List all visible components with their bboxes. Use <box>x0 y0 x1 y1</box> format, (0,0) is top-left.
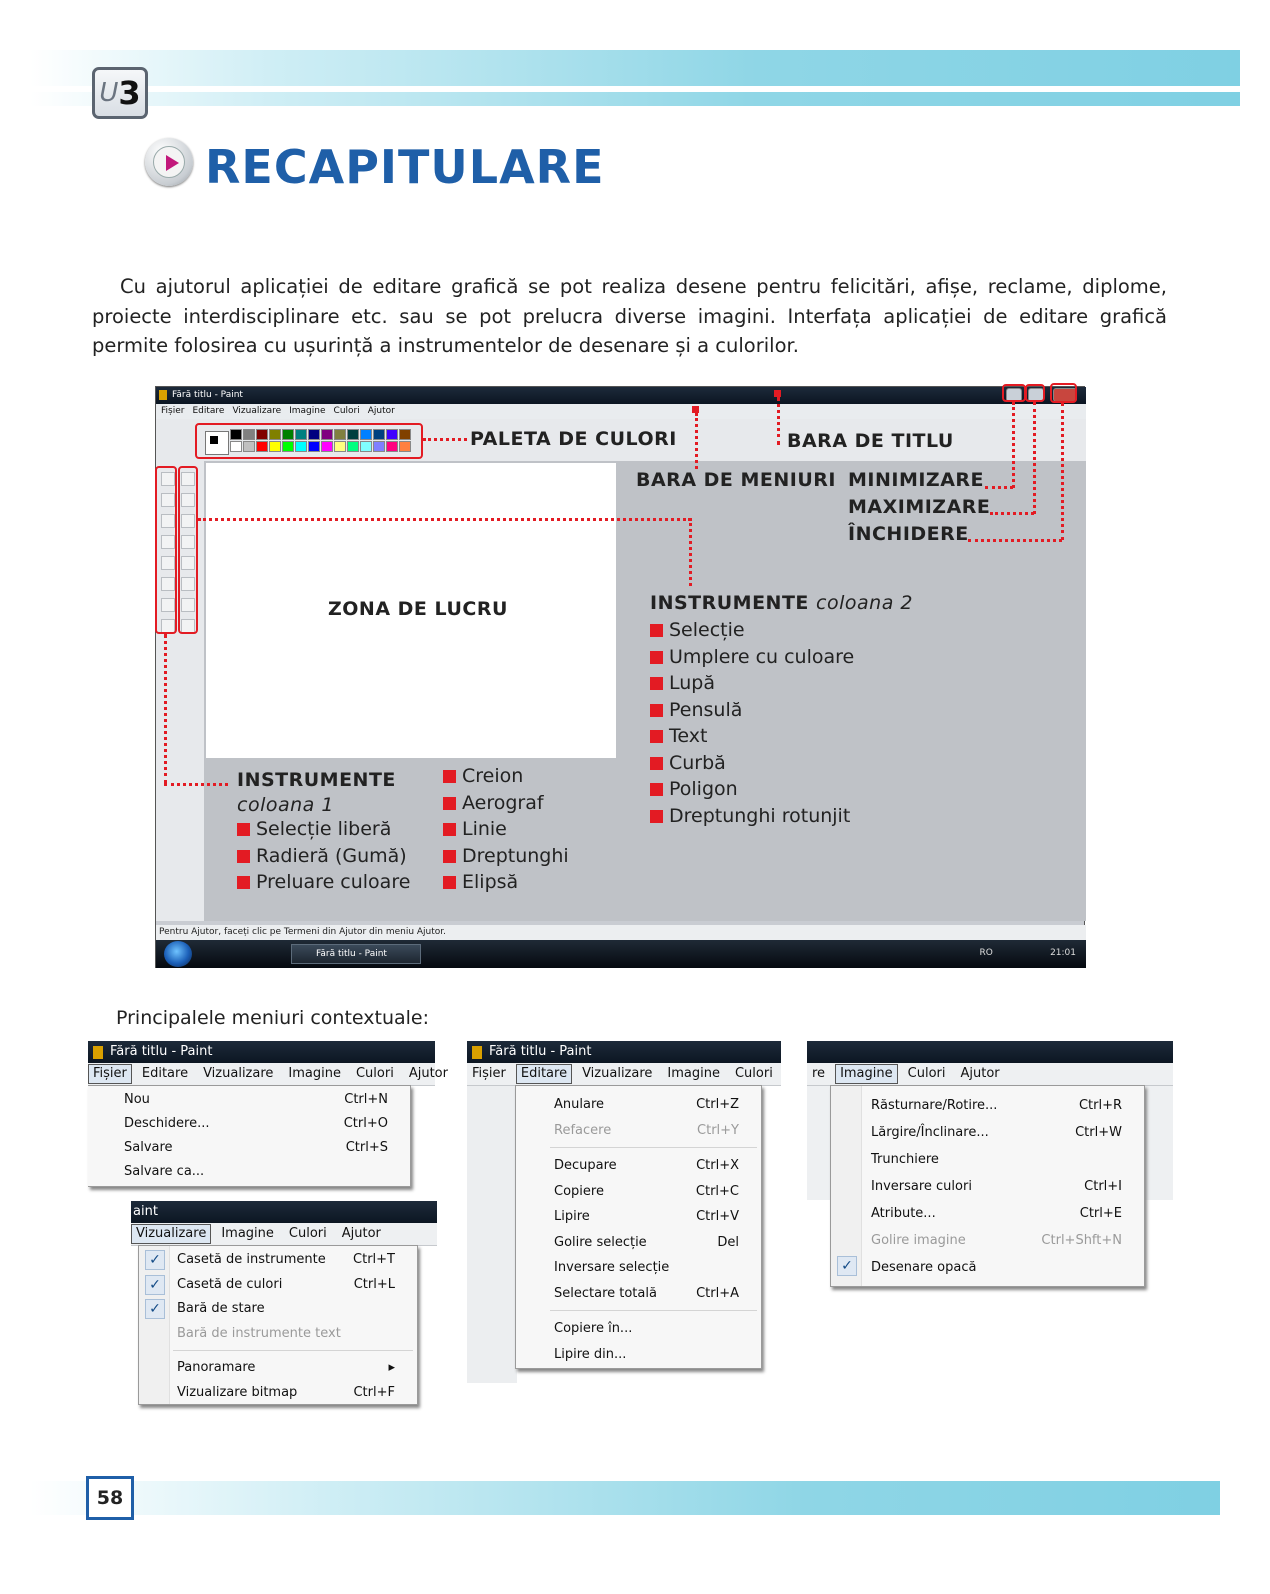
palette-leader <box>423 438 467 441</box>
menu-item-shortcut: Ctrl+Shft+N <box>1041 1233 1122 1248</box>
menu-item-shortcut: Ctrl+O <box>343 1116 388 1131</box>
tool-list-item <box>650 644 854 671</box>
close-leader-v <box>1061 403 1064 540</box>
tools2-heading-text: INSTRUMENTE <box>650 592 809 614</box>
maximize-leader-v <box>1033 402 1036 514</box>
menu-item-label: Răsturnare/Rotire... <box>871 1098 998 1113</box>
minimize-leader-v <box>1012 402 1015 488</box>
tool-list-item <box>650 750 854 777</box>
menu-bar-item[interactable]: Culori <box>907 1066 946 1081</box>
menu-item-label: Decupare <box>554 1158 617 1173</box>
menu-separator <box>550 1147 757 1148</box>
menu-item[interactable] <box>88 1136 410 1160</box>
view-shot-title: aint <box>133 1204 158 1219</box>
menu-item-label: Copiere <box>554 1183 604 1199</box>
tool-list-item <box>443 869 569 896</box>
footer-band <box>30 1481 1220 1515</box>
menu-item-label: Lipire din... <box>554 1346 627 1362</box>
menu-item-label: Lărgire/Înclinare... <box>871 1125 989 1140</box>
menu-bar-item[interactable]: Imagine <box>288 1066 341 1081</box>
menu-bar-item[interactable]: Ajutor <box>341 1226 381 1241</box>
menu-item[interactable] <box>139 1248 417 1273</box>
menu-item[interactable] <box>516 1092 761 1118</box>
label-work-area: ZONA DE LUCRU <box>328 598 508 620</box>
menu-item[interactable] <box>831 1173 1144 1200</box>
paint-menu-bar <box>156 404 1086 420</box>
bullet-icon <box>650 783 663 796</box>
menu-item-shortcut: Ctrl+A <box>696 1285 739 1301</box>
paint-logo-icon <box>472 1046 482 1059</box>
bullet-icon <box>443 797 456 810</box>
tools1-list-a <box>237 816 410 896</box>
tool-name: Curbă <box>669 751 726 774</box>
menu-bar-item[interactable]: Editare <box>141 1066 189 1081</box>
tool-list-item <box>650 697 854 724</box>
menu-item[interactable] <box>516 1342 761 1368</box>
edit-shot-title-bar <box>467 1041 781 1063</box>
view-shot-title-bar <box>131 1201 437 1223</box>
menu-item-label: Inversare culori <box>871 1179 972 1194</box>
menu-item[interactable] <box>88 1112 410 1136</box>
menu-item-label: Salvare ca... <box>124 1164 205 1179</box>
menu-item-label: Casetă de instrumente <box>177 1252 326 1267</box>
bullet-icon <box>443 823 456 836</box>
menu-item-label: Deschidere... <box>124 1116 210 1131</box>
edit-shot-toolbox <box>467 1086 517 1383</box>
menu-item-shortcut: Ctrl+Y <box>697 1122 739 1138</box>
edit-shot-title: Fără titlu - Paint <box>489 1044 592 1059</box>
tool-name: Poligon <box>669 778 738 800</box>
bullet-icon <box>650 651 663 664</box>
menu-item[interactable] <box>831 1092 1144 1119</box>
menu-item-label: Bară de instrumente text <box>177 1325 341 1341</box>
paint-menu-item[interactable]: Culori <box>333 406 360 416</box>
label-menu-bar: BARA DE MENIURI <box>636 469 836 491</box>
file-shot-title: Fără titlu - Paint <box>110 1044 213 1059</box>
tool-list-item <box>650 617 854 644</box>
bullet-icon <box>650 624 663 637</box>
tools1-list-b <box>443 763 569 896</box>
tools2-highlight <box>178 466 198 634</box>
tool-name: Dreptunghi <box>462 844 569 867</box>
tool-list-item <box>650 723 854 750</box>
menu-item[interactable] <box>88 1160 410 1184</box>
tool-list-item <box>443 790 569 817</box>
tools2-heading <box>650 592 913 614</box>
tool-name: Creion <box>462 765 524 787</box>
tool-list-item <box>650 776 854 803</box>
menu-bar-item[interactable]: Vizualizare <box>582 1066 653 1081</box>
intro-text: Cu ajutorul aplicației de editare grafică se pot realiza desene pentru felicitări, afișe, reclame, diplome, proiecte interdisciplinare etc. sau se pot prelucra diverse imagini. Interfața aplicației de editare grafică permite folosirea cu ușurință a instrumentelor de desenare și a culorilor. <box>92 275 1167 357</box>
menu-bar-item[interactable]: Ajutor <box>960 1066 1000 1081</box>
menu-item <box>831 1227 1144 1254</box>
menu-separator <box>173 1350 413 1351</box>
bullet-icon <box>443 850 456 863</box>
title-bar-leader <box>777 397 780 445</box>
tools1-leader-v <box>164 634 167 784</box>
tool-list-item <box>443 816 569 843</box>
view-menu-screenshot <box>131 1201 437 1406</box>
file-dropdown <box>88 1085 411 1187</box>
checkmark-icon: ✓ <box>145 1250 165 1270</box>
label-palette: PALETA DE CULORI <box>470 428 677 450</box>
tools1-leader-h <box>164 783 228 786</box>
menu-bar-item[interactable]: Culori <box>355 1066 394 1081</box>
tools2-leader-v <box>689 518 692 586</box>
unit-number: 3 <box>118 74 141 112</box>
paint-menu-item[interactable]: Editare <box>192 406 225 416</box>
minimize-highlight <box>1002 384 1026 402</box>
label-close: ÎNCHIDERE <box>848 523 969 545</box>
taskbar-paint-button[interactable]: Fără titlu - Paint <box>291 944 421 964</box>
menu-item[interactable] <box>831 1146 1144 1173</box>
menu-item[interactable] <box>139 1356 417 1381</box>
view-dropdown <box>138 1245 418 1405</box>
menu-item-label: Vizualizare bitmap <box>177 1384 298 1400</box>
paint-logo-icon <box>159 390 167 400</box>
bullet-icon <box>650 730 663 743</box>
menu-item-label: Trunchiere <box>871 1152 939 1167</box>
tool-name: Elipsă <box>462 871 519 893</box>
tool-name: Pensulă <box>669 698 743 721</box>
menu-item-label: Inversare selecție <box>554 1260 670 1275</box>
bullet-icon <box>237 876 250 889</box>
menu-item-label: Nou <box>124 1092 150 1107</box>
tool-list-item <box>650 803 854 830</box>
close-leader-h <box>968 539 1062 542</box>
menu-item[interactable] <box>139 1273 417 1298</box>
tool-list-item <box>650 670 854 697</box>
tools1-subheading: coloana 1 <box>237 794 334 816</box>
menu-item-shortcut: Ctrl+Z <box>696 1097 739 1112</box>
paint-window-title: Fără titlu - Paint <box>172 390 243 400</box>
menu-item-shortcut: Ctrl+L <box>353 1276 395 1292</box>
maximize-leader-h <box>990 512 1034 515</box>
page-title: RECAPITULARE <box>205 140 605 194</box>
bullet-icon <box>650 757 663 770</box>
tools2-leader-h <box>198 518 691 521</box>
paint-menu-item[interactable]: Fișier <box>161 406 185 416</box>
image-dropdown <box>830 1085 1145 1287</box>
menu-bar-item[interactable]: Fișier <box>472 1066 506 1081</box>
bullet-icon <box>443 770 456 783</box>
menu-item <box>139 1322 417 1347</box>
menu-item <box>516 1118 761 1144</box>
menu-item[interactable] <box>831 1254 1144 1281</box>
tool-name: Lupă <box>669 672 715 694</box>
header-band-thin <box>30 92 1240 106</box>
tool-name: Text <box>669 725 708 747</box>
file-shot-menu-bar <box>88 1063 448 1086</box>
tool-name: Umplere cu culoare <box>669 645 855 668</box>
file-shot-title-bar <box>88 1041 435 1063</box>
bullet-icon <box>237 823 250 836</box>
view-shot-menu-bar <box>131 1223 437 1246</box>
bullet-icon <box>650 704 663 717</box>
menu-item-shortcut: ▸ <box>388 1360 395 1375</box>
menu-bar-item[interactable]: Vizualizare <box>203 1066 274 1081</box>
checkmark-icon: ✓ <box>145 1299 165 1319</box>
title-bar-marker <box>774 390 781 397</box>
taskbar <box>156 940 1086 968</box>
menu-bar-item[interactable]: Imagine <box>667 1066 720 1081</box>
menu-item-label: Golire selecție <box>554 1234 647 1250</box>
menu-item-label: Salvare <box>124 1140 173 1155</box>
tool-list-item <box>237 843 410 870</box>
menus-heading: Principalele meniuri contextuale: <box>116 1007 430 1029</box>
tool-name: Preluare culoare <box>256 871 411 893</box>
header-band <box>30 50 1240 86</box>
menu-bar-item[interactable]: Culori <box>734 1066 773 1081</box>
menu-item[interactable] <box>516 1230 761 1256</box>
paint-logo-icon <box>93 1046 103 1059</box>
menu-item-shortcut: Ctrl+S <box>345 1140 388 1155</box>
menu-item-label: Lipire <box>554 1209 590 1224</box>
image-shot-title-bar <box>807 1041 1173 1063</box>
menu-bar-marker <box>692 406 699 413</box>
tools1-heading: INSTRUMENTE <box>237 769 396 791</box>
tool-list-item <box>443 843 569 870</box>
menu-bar-item[interactable]: Culori <box>288 1226 327 1241</box>
intro-paragraph <box>92 272 1167 361</box>
menu-item[interactable] <box>831 1119 1144 1146</box>
menu-item-label: Panoramare <box>177 1360 256 1375</box>
tool-name: Selecție <box>669 619 745 641</box>
menu-item-label: Desenare opacă <box>871 1260 977 1275</box>
checkmark-icon: ✓ <box>837 1256 857 1276</box>
menu-item[interactable] <box>516 1316 761 1342</box>
tool-list-item <box>237 816 410 843</box>
menu-item-label: Golire imagine <box>871 1233 966 1248</box>
edit-menu-screenshot <box>467 1041 781 1383</box>
system-tray <box>980 948 1077 958</box>
label-minimize: MINIMIZARE <box>848 469 985 491</box>
menu-item-shortcut: Ctrl+W <box>1075 1125 1122 1140</box>
menu-item-shortcut: Del <box>717 1234 739 1250</box>
menu-item-shortcut: Ctrl+X <box>696 1158 739 1173</box>
tool-name: Aerograf <box>462 791 544 814</box>
paint-menu-item[interactable]: Imagine <box>289 406 326 416</box>
checkmark-icon: ✓ <box>145 1275 165 1295</box>
unit-letter: U <box>99 78 119 108</box>
menu-item[interactable] <box>139 1381 417 1406</box>
tool-list-item <box>443 763 569 790</box>
tool-name: Selecție liberă <box>256 818 392 840</box>
start-button[interactable] <box>164 941 192 967</box>
tools1-highlight <box>155 466 177 634</box>
palette-highlight <box>195 423 423 459</box>
menu-bar-item[interactable]: Imagine <box>835 1064 898 1084</box>
bullet-icon <box>443 876 456 889</box>
bullet-icon <box>237 850 250 863</box>
menu-item[interactable] <box>516 1179 761 1205</box>
menu-bar-item[interactable]: Fișier <box>88 1064 132 1084</box>
edit-dropdown <box>515 1085 762 1369</box>
tool-name: Radieră (Gumă) <box>256 844 407 867</box>
bullet-icon <box>650 677 663 690</box>
label-maximize: MAXIMIZARE <box>848 496 991 518</box>
tool-name: Linie <box>462 818 507 840</box>
menu-item-shortcut: Ctrl+T <box>353 1252 395 1267</box>
menu-item-shortcut: Ctrl+N <box>344 1092 388 1107</box>
tools2-subheading: coloana 2 <box>816 592 913 614</box>
file-menu-screenshot <box>88 1041 448 1189</box>
minimize-leader-h <box>985 486 1013 489</box>
menu-item-label: Selectare totală <box>554 1285 657 1301</box>
menu-item-shortcut: Ctrl+E <box>1079 1206 1122 1221</box>
menu-bar-item[interactable]: Imagine <box>221 1226 274 1241</box>
menu-item-label: Bară de stare <box>177 1301 265 1316</box>
menu-item-shortcut: Ctrl+V <box>696 1209 739 1224</box>
menu-item[interactable] <box>88 1088 410 1112</box>
image-menu-screenshot <box>807 1041 1173 1291</box>
tools2-list <box>650 617 854 829</box>
menu-item[interactable] <box>516 1153 761 1179</box>
menu-item-shortcut: Ctrl+I <box>1084 1179 1122 1194</box>
menu-item-shortcut: Ctrl+R <box>1078 1098 1122 1113</box>
tray-language: RO <box>979 948 993 958</box>
menu-item-shortcut: Ctrl+F <box>353 1384 395 1400</box>
menu-item-shortcut: Ctrl+C <box>695 1183 739 1199</box>
play-icon <box>145 138 193 186</box>
menu-item-label: Anulare <box>554 1097 605 1112</box>
close-highlight <box>1050 383 1077 403</box>
menu-bar-item[interactable]: re <box>812 1066 826 1081</box>
menu-bar-item[interactable]: Editare <box>516 1064 572 1084</box>
menu-item[interactable] <box>516 1281 761 1307</box>
menu-item-label: Atribute... <box>871 1206 936 1221</box>
page-number: 58 <box>86 1476 134 1520</box>
edit-shot-menu-bar <box>467 1063 781 1086</box>
menu-item-label: Casetă de culori <box>177 1276 283 1292</box>
tool-list-item <box>237 869 410 896</box>
menu-item[interactable] <box>831 1200 1144 1227</box>
maximize-highlight <box>1025 384 1045 402</box>
paint-menu-item[interactable]: Vizualizare <box>232 406 282 416</box>
menu-bar-leader <box>695 413 698 469</box>
menu-item[interactable] <box>516 1204 761 1230</box>
bullet-icon <box>650 810 663 823</box>
menu-item-label: Refacere <box>554 1122 612 1138</box>
menu-item[interactable] <box>516 1255 761 1281</box>
menu-item[interactable] <box>139 1297 417 1322</box>
label-title-bar: BARA DE TITLU <box>787 430 954 452</box>
status-bar: Pentru Ajutor, faceți clic pe Termeni din Ajutor din meniu Ajutor. <box>156 925 1086 940</box>
menu-separator <box>550 1310 757 1311</box>
tray-clock: 21:01 <box>1050 948 1076 958</box>
image-shot-menu-bar <box>807 1063 1173 1086</box>
tool-name: Dreptunghi rotunjit <box>669 804 851 827</box>
menu-bar-item[interactable]: Vizualizare <box>131 1224 211 1244</box>
paint-title-bar <box>156 387 1086 404</box>
menu-bar-item[interactable]: Ajutor <box>408 1066 448 1081</box>
unit-badge <box>92 67 148 119</box>
paint-menu-item[interactable]: Ajutor <box>367 406 395 416</box>
menu-item-label: Copiere în... <box>554 1321 633 1336</box>
